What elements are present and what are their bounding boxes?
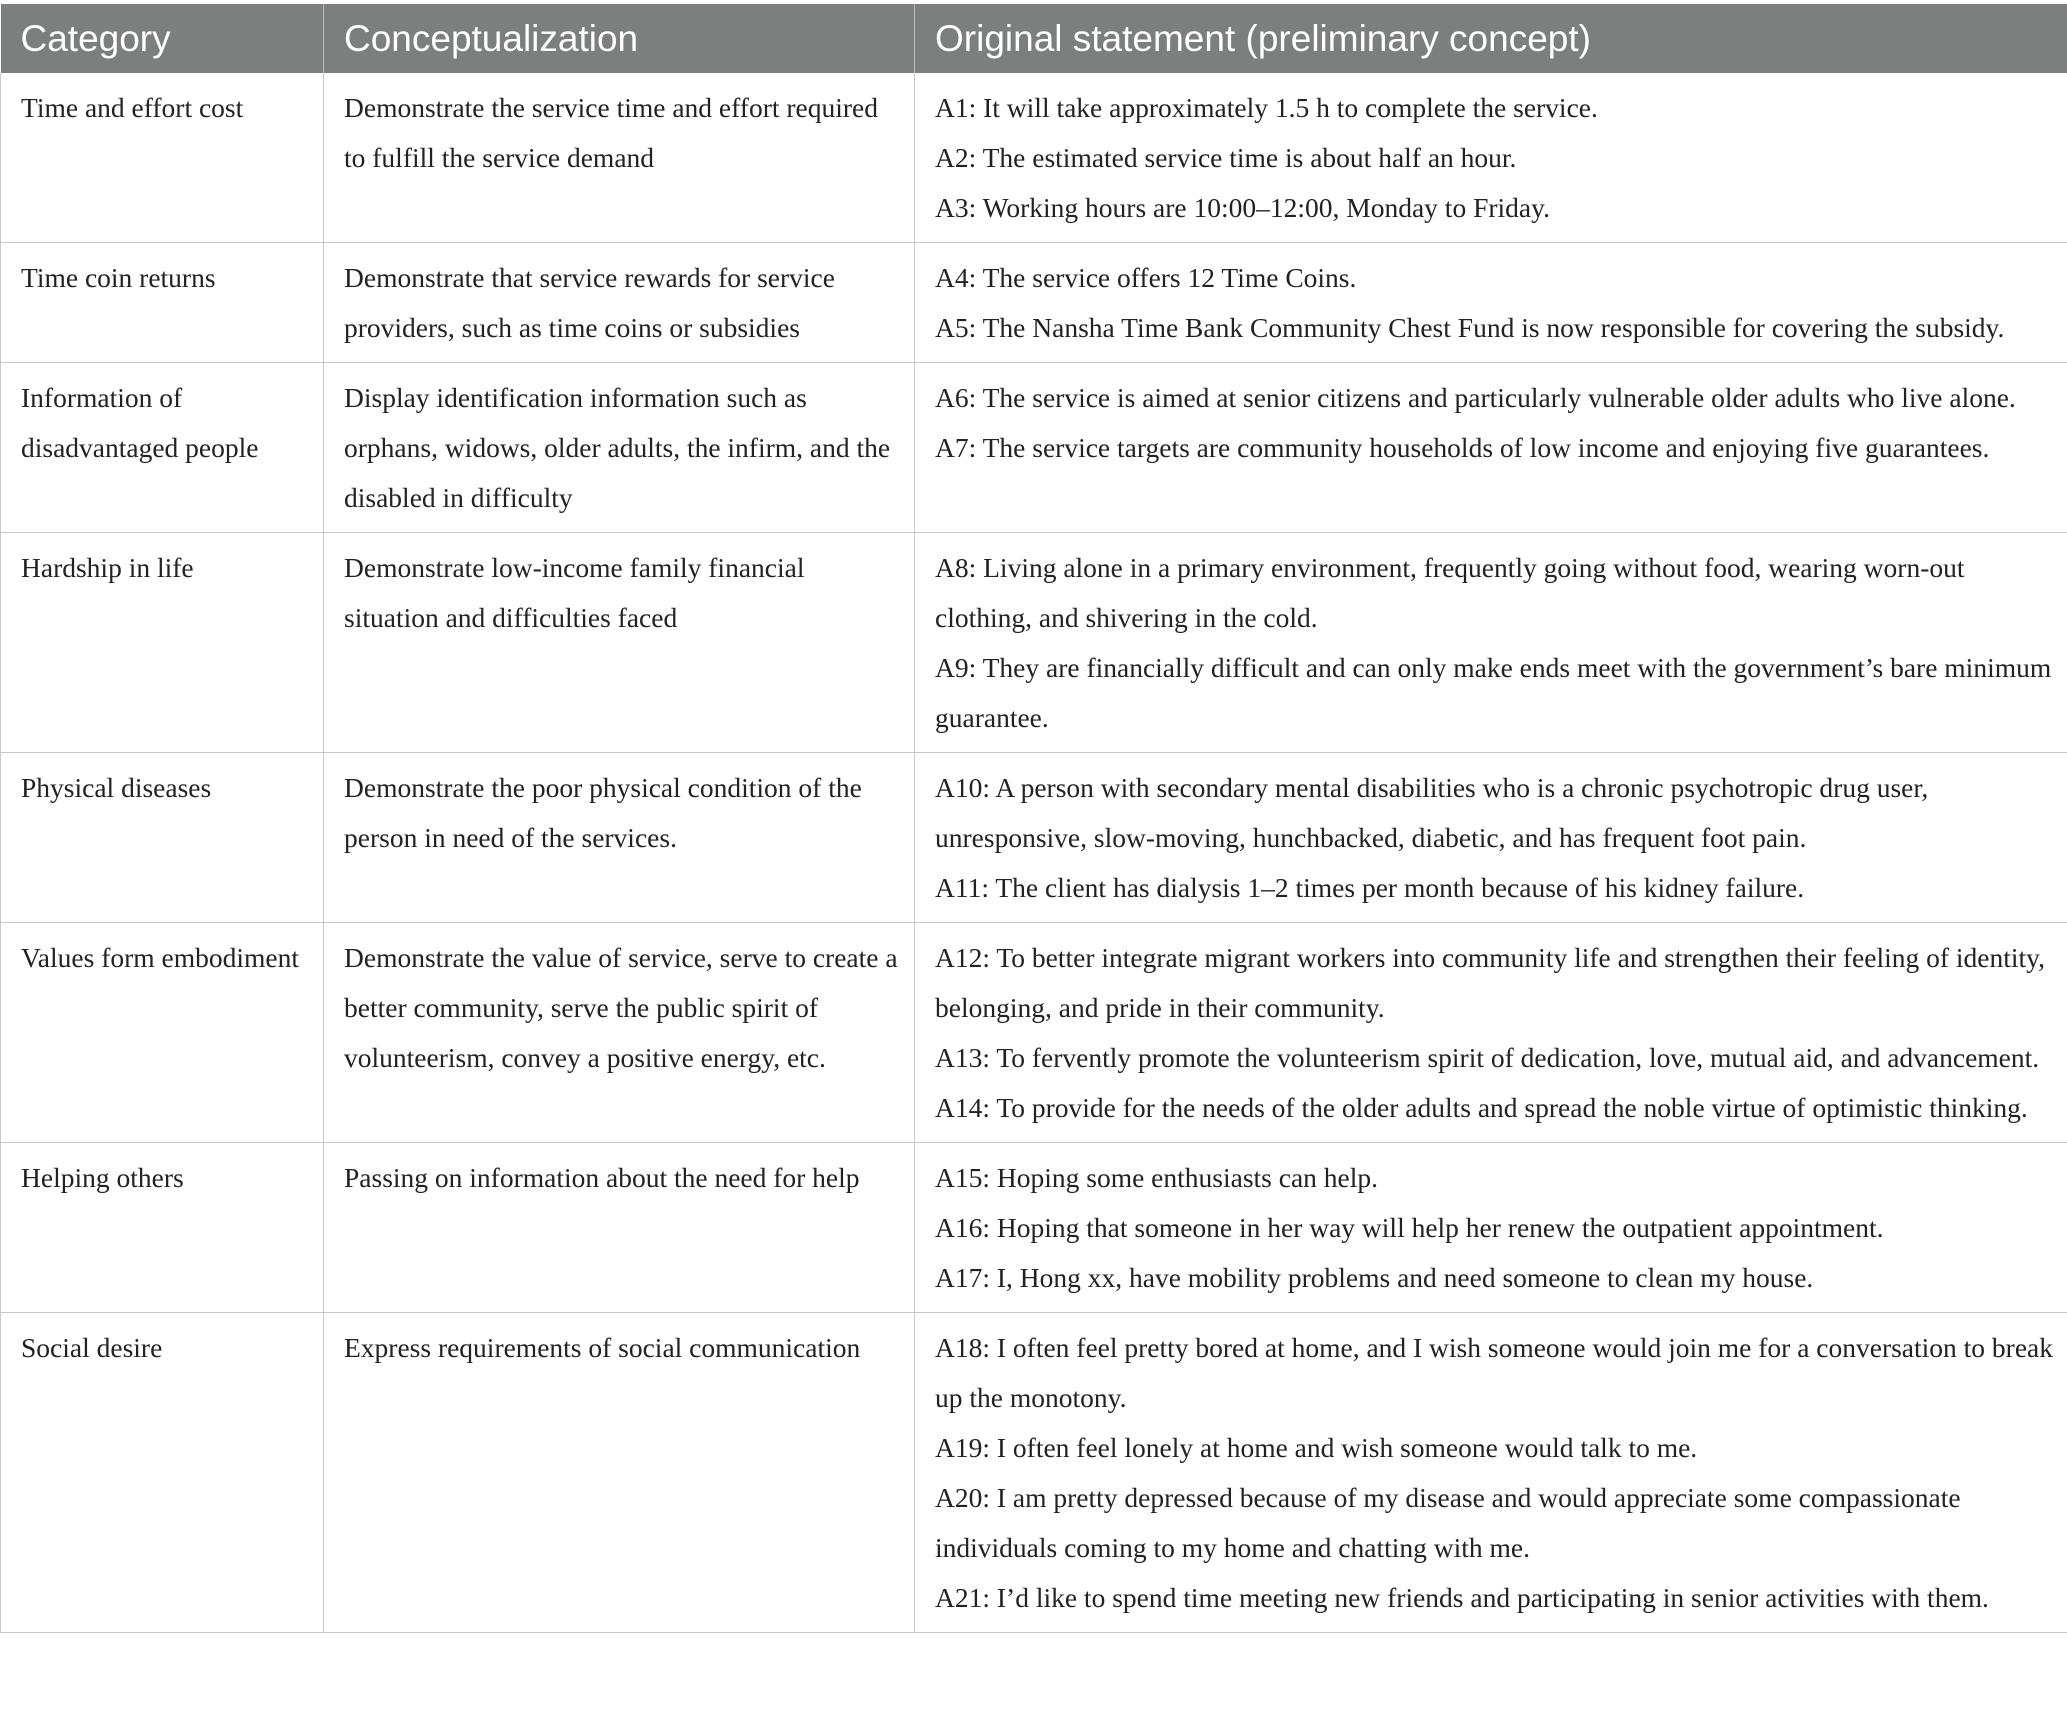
statement-line: A11: The client has dialysis 1–2 times per month because of his kidney failure.	[935, 872, 1805, 903]
statement-line: A15: Hoping some enthusiasts can help.	[935, 1162, 1378, 1193]
conceptualization-cell: Demonstrate the poor physical condition of the person in need of the services.	[324, 753, 915, 923]
conceptualization-cell: Demonstrate the value of service, serve to create a better community, serve the public spirit of volunteerism, convey a positive energy, etc.	[324, 923, 915, 1143]
conceptualization-cell: Display identification information such as orphans, widows, older adults, the infirm, and the disabled in difficulty	[324, 363, 915, 533]
table-row	[1, 243, 2067, 363]
conceptualization-cell: Express requirements of social communication	[324, 1313, 915, 1633]
statement-cell	[915, 753, 2067, 923]
statement-line: A18: I often feel pretty bored at home, and I wish someone would join me for a conversation to break up the monotony.	[935, 1332, 2054, 1413]
statement-line: A2: The estimated service time is about half an hour.	[935, 142, 1517, 173]
table-row	[1, 533, 2067, 753]
coding-table	[0, 4, 2067, 1633]
conceptualization-cell: Demonstrate the service time and effort required to fulfill the service demand	[324, 73, 915, 243]
conceptualization-cell: Demonstrate that service rewards for service providers, such as time coins or subsidies	[324, 243, 915, 363]
statement-line: A14: To provide for the needs of the older adults and spread the noble virtue of optimistic thinking.	[935, 1092, 2028, 1123]
statement-cell	[915, 73, 2067, 243]
statement-line: A13: To fervently promote the volunteerism spirit of dedication, love, mutual aid, and advancement.	[935, 1042, 2040, 1073]
category-cell: Helping others	[1, 1143, 324, 1313]
category-cell: Hardship in life	[1, 533, 324, 753]
category-cell: Time and effort cost	[1, 73, 324, 243]
table-body	[1, 73, 2067, 1633]
table-row	[1, 73, 2067, 243]
statement-line: A1: It will take approximately 1.5 h to complete the service.	[935, 92, 1598, 123]
statement-line: A17: I, Hong xx, have mobility problems and need someone to clean my house.	[935, 1262, 1814, 1293]
statement-line: A7: The service targets are community households of low income and enjoying five guarantees.	[935, 432, 1990, 463]
statement-line: A12: To better integrate migrant workers into community life and strengthen their feeling of identity, belonging, and pride in their community.	[935, 942, 2046, 1023]
table-row	[1, 363, 2067, 533]
statement-line: A20: I am pretty depressed because of my disease and would appreciate some compassionate individuals coming to my home and chatting with me.	[935, 1482, 1961, 1563]
statement-line: A5: The Nansha Time Bank Community Chest Fund is now responsible for covering the subsidy.	[935, 312, 2005, 343]
table-row	[1, 923, 2067, 1143]
category-cell: Information of disadvantaged people	[1, 363, 324, 533]
category-cell: Values form embodiment	[1, 923, 324, 1143]
statement-cell	[915, 533, 2067, 753]
header-category: Category	[1, 4, 324, 73]
header-row	[1, 4, 2067, 73]
statement-line: A21: I’d like to spend time meeting new friends and participating in senior activities with them.	[935, 1582, 1989, 1613]
statement-cell	[915, 1313, 2067, 1633]
table-row	[1, 753, 2067, 923]
table-row	[1, 1313, 2067, 1633]
statement-line: A8: Living alone in a primary environment, frequently going without food, wearing worn-out clothing, and shivering in the cold.	[935, 552, 1965, 633]
statement-cell	[915, 363, 2067, 533]
statement-line: A6: The service is aimed at senior citizens and particularly vulnerable older adults who live alone.	[935, 382, 2016, 413]
header-conceptualization: Conceptualization	[324, 4, 915, 73]
statement-line: A3: Working hours are 10:00–12:00, Monday to Friday.	[935, 192, 1550, 223]
category-cell: Physical diseases	[1, 753, 324, 923]
category-cell: Time coin returns	[1, 243, 324, 363]
statement-line: A4: The service offers 12 Time Coins.	[935, 262, 1357, 293]
statement-line: A16: Hoping that someone in her way will help her renew the outpatient appointment.	[935, 1212, 1884, 1243]
conceptualization-cell: Demonstrate low-income family financial situation and difficulties faced	[324, 533, 915, 753]
statement-cell	[915, 1143, 2067, 1313]
statement-line: A10: A person with secondary mental disabilities who is a chronic psychotropic drug user, unresponsive, slow-moving, hunchbacked, diabetic, and has frequent foot pain.	[935, 772, 1929, 853]
category-cell: Social desire	[1, 1313, 324, 1633]
conceptualization-cell: Passing on information about the need for help	[324, 1143, 915, 1313]
header-original-statement: Original statement (preliminary concept)	[915, 4, 2067, 73]
table-row	[1, 1143, 2067, 1313]
table-header	[1, 4, 2067, 73]
statement-line: A9: They are financially difficult and can only make ends meet with the government’s bare minimum guarantee.	[935, 652, 2052, 733]
statement-cell	[915, 243, 2067, 363]
statement-cell	[915, 923, 2067, 1143]
statement-line: A19: I often feel lonely at home and wish someone would talk to me.	[935, 1432, 1698, 1463]
